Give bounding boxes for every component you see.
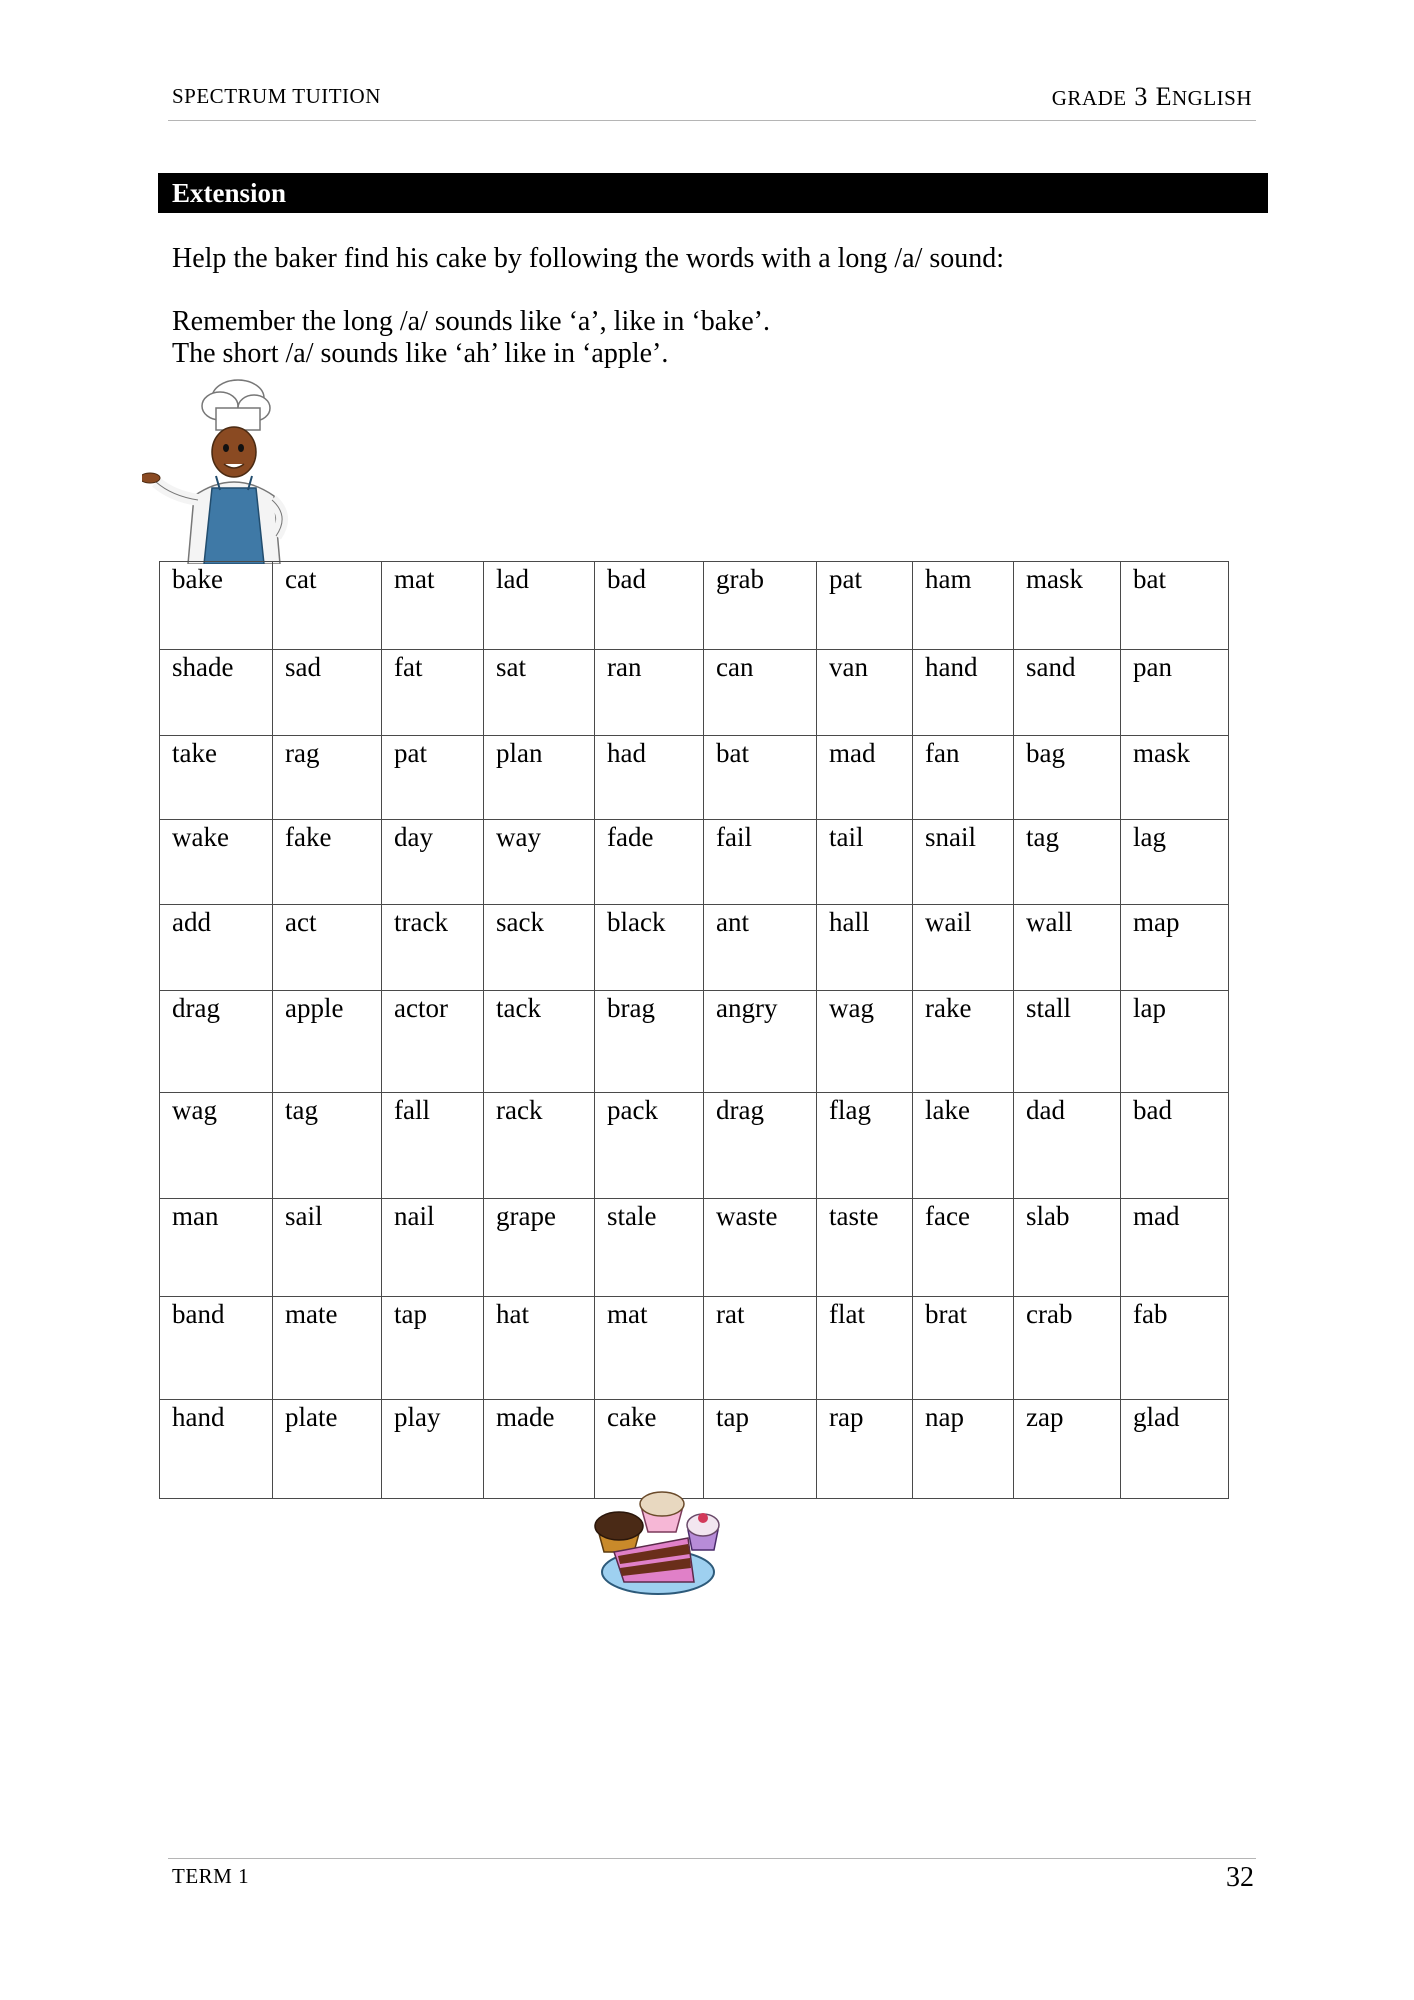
word-grid: [159, 561, 1229, 1499]
long-a-reminder: Remember the long /a/ sounds like ‘a’, like in ‘bake’.: [172, 306, 770, 337]
word-cell: tag: [273, 1093, 382, 1199]
grid-row: [160, 1297, 1229, 1400]
instruction-text: Help the baker find his cake by following the words with a long /a/ sound:: [172, 243, 1005, 274]
word-cell: lag: [1121, 820, 1229, 905]
word-cell: pat: [817, 562, 913, 650]
word-cell: hand: [913, 650, 1014, 736]
word-cell: mad: [817, 736, 913, 820]
cake-illustration: [590, 1490, 730, 1598]
word-cell: hall: [817, 905, 913, 991]
header-grade-number: 3: [1134, 82, 1148, 111]
section-title: Extension: [158, 173, 1268, 213]
word-cell: hand: [160, 1400, 273, 1499]
word-cell: add: [160, 905, 273, 991]
grid-row: [160, 1400, 1229, 1499]
grid-row: [160, 736, 1229, 820]
word-cell: bag: [1014, 736, 1121, 820]
short-a-reminder: The short /a/ sounds like ‘ah’ like in ‘apple’.: [172, 338, 669, 369]
word-cell: plate: [273, 1400, 382, 1499]
word-cell: mask: [1121, 736, 1229, 820]
page-number: 32: [1226, 1862, 1254, 1893]
word-cell: rap: [817, 1400, 913, 1499]
footer-divider: [168, 1858, 1256, 1859]
word-cell: wag: [817, 991, 913, 1093]
word-cell: wag: [160, 1093, 273, 1199]
grid-row: [160, 991, 1229, 1093]
word-cell: sat: [484, 650, 595, 736]
word-cell: grape: [484, 1199, 595, 1297]
word-cell: track: [382, 905, 484, 991]
word-cell: mask: [1014, 562, 1121, 650]
word-cell: drag: [704, 1093, 817, 1199]
word-cell: actor: [382, 991, 484, 1093]
word-cell: black: [595, 905, 704, 991]
word-cell: sad: [273, 650, 382, 736]
word-cell: bat: [704, 736, 817, 820]
footer-term: TERM 1: [172, 1864, 250, 1888]
word-cell: lad: [484, 562, 595, 650]
word-cell: tap: [382, 1297, 484, 1400]
word-cell: fade: [595, 820, 704, 905]
word-cell: flat: [817, 1297, 913, 1400]
word-cell: play: [382, 1400, 484, 1499]
word-cell: fail: [704, 820, 817, 905]
word-cell: ran: [595, 650, 704, 736]
word-cell: bake: [160, 562, 273, 650]
word-cell: plan: [484, 736, 595, 820]
header-left: SPECTRUM TUITION: [172, 84, 381, 108]
header-right: [1052, 82, 1252, 112]
word-cell: fan: [913, 736, 1014, 820]
grid-row: [160, 820, 1229, 905]
word-cell: pan: [1121, 650, 1229, 736]
word-cell: day: [382, 820, 484, 905]
word-cell: can: [704, 650, 817, 736]
word-cell: ham: [913, 562, 1014, 650]
word-cell: shade: [160, 650, 273, 736]
word-cell: rack: [484, 1093, 595, 1199]
header-english-rest: NGLISH: [1172, 86, 1252, 110]
chef-illustration: [142, 376, 302, 564]
word-cell: brat: [913, 1297, 1014, 1400]
word-cell: rake: [913, 991, 1014, 1093]
word-cell: fab: [1121, 1297, 1229, 1400]
word-cell: zap: [1014, 1400, 1121, 1499]
word-cell: crab: [1014, 1297, 1121, 1400]
word-cell: tack: [484, 991, 595, 1093]
word-cell: take: [160, 736, 273, 820]
word-cell: mat: [595, 1297, 704, 1400]
word-cell: fat: [382, 650, 484, 736]
word-cell: cat: [273, 562, 382, 650]
word-cell: act: [273, 905, 382, 991]
word-cell: slab: [1014, 1199, 1121, 1297]
word-cell: van: [817, 650, 913, 736]
word-cell: tail: [817, 820, 913, 905]
word-cell: fall: [382, 1093, 484, 1199]
word-cell: waste: [704, 1199, 817, 1297]
word-cell: dad: [1014, 1093, 1121, 1199]
grid-row: [160, 1199, 1229, 1297]
header-grade: GRADE: [1051, 86, 1127, 110]
word-cell: glad: [1121, 1400, 1229, 1499]
word-cell: apple: [273, 991, 382, 1093]
header-english-initial: E: [1155, 82, 1172, 111]
word-cell: pack: [595, 1093, 704, 1199]
word-cell: stale: [595, 1199, 704, 1297]
word-cell: bat: [1121, 562, 1229, 650]
word-cell: band: [160, 1297, 273, 1400]
word-cell: rag: [273, 736, 382, 820]
word-cell: mat: [382, 562, 484, 650]
word-cell: angry: [704, 991, 817, 1093]
word-cell: flag: [817, 1093, 913, 1199]
word-cell: man: [160, 1199, 273, 1297]
word-cell: bad: [1121, 1093, 1229, 1199]
header-divider: [168, 120, 1256, 121]
word-cell: rat: [704, 1297, 817, 1400]
word-cell: nail: [382, 1199, 484, 1297]
word-cell: taste: [817, 1199, 913, 1297]
word-cell: nap: [913, 1400, 1014, 1499]
word-cell: sail: [273, 1199, 382, 1297]
word-cell: bad: [595, 562, 704, 650]
word-cell: sack: [484, 905, 595, 991]
word-cell: grab: [704, 562, 817, 650]
word-cell: map: [1121, 905, 1229, 991]
word-cell: fake: [273, 820, 382, 905]
word-cell: ant: [704, 905, 817, 991]
grid-row: [160, 650, 1229, 736]
word-cell: pat: [382, 736, 484, 820]
word-cell: wall: [1014, 905, 1121, 991]
word-cell: mad: [1121, 1199, 1229, 1297]
grid-row: [160, 905, 1229, 991]
word-cell: drag: [160, 991, 273, 1093]
word-cell: had: [595, 736, 704, 820]
word-cell: way: [484, 820, 595, 905]
word-cell: lap: [1121, 991, 1229, 1093]
word-cell: face: [913, 1199, 1014, 1297]
word-cell: tag: [1014, 820, 1121, 905]
word-cell: lake: [913, 1093, 1014, 1199]
word-cell: hat: [484, 1297, 595, 1400]
word-cell: wake: [160, 820, 273, 905]
word-cell: mate: [273, 1297, 382, 1400]
grid-row: [160, 1093, 1229, 1199]
word-cell: sand: [1014, 650, 1121, 736]
word-cell: snail: [913, 820, 1014, 905]
grid-row: [160, 562, 1229, 650]
word-cell: wail: [913, 905, 1014, 991]
word-cell: made: [484, 1400, 595, 1499]
word-cell: tap: [704, 1400, 817, 1499]
word-cell: stall: [1014, 991, 1121, 1093]
word-cell: brag: [595, 991, 704, 1093]
word-cell: cake: [595, 1400, 704, 1499]
